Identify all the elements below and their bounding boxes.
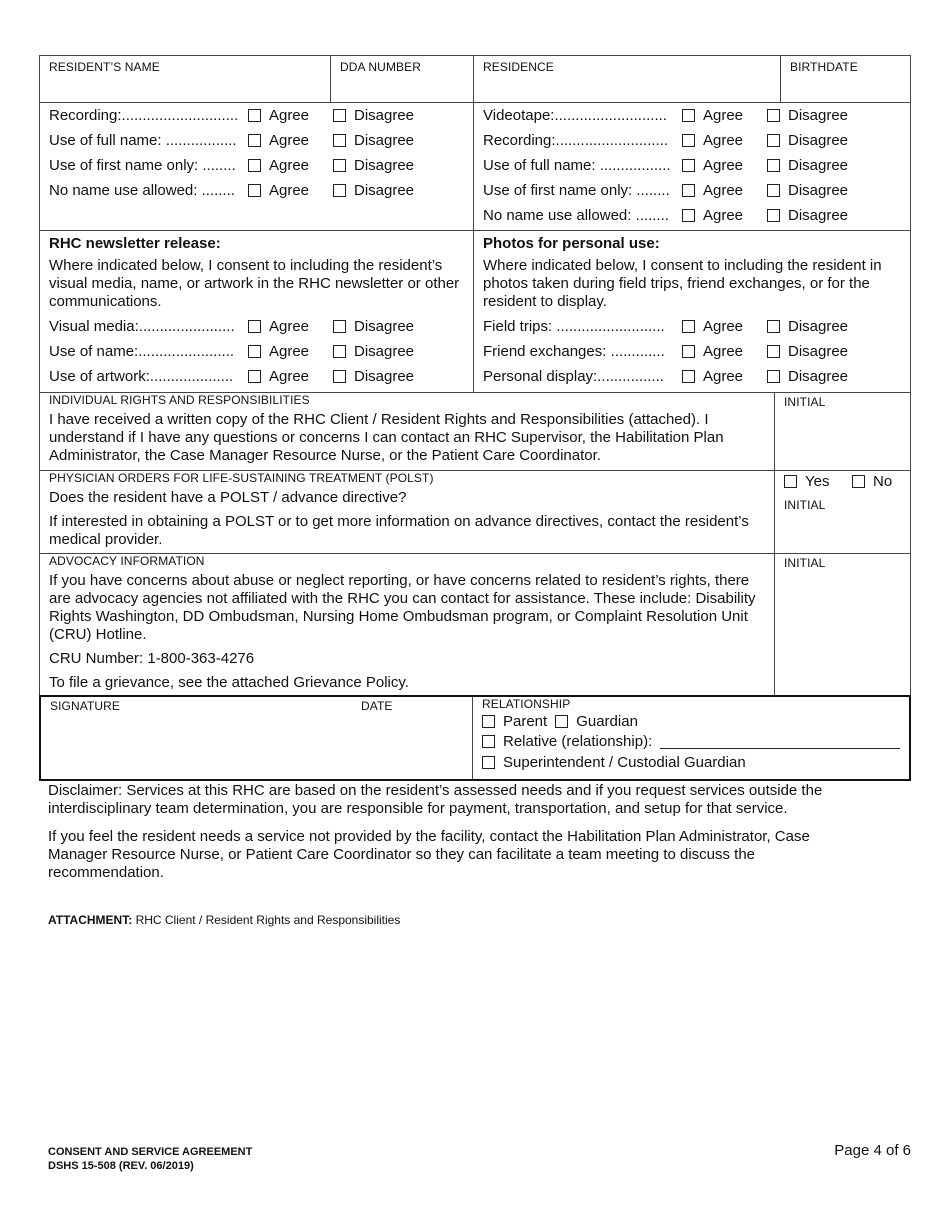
- relative-input-line[interactable]: [660, 734, 900, 749]
- resident-name-field[interactable]: [40, 56, 330, 102]
- consent-option: Personal display:................ Agree Disagree: [483, 368, 849, 385]
- agree-checkbox[interactable]: [682, 184, 695, 197]
- agree-checkbox[interactable]: [682, 134, 695, 147]
- consent-option: Recording:........................... Agree Disagree: [483, 132, 849, 149]
- attachment-label: ATTACHMENT:: [48, 913, 133, 927]
- consent-option: Visual media:....................... Agree Disagree: [49, 318, 415, 335]
- date-field[interactable]: [352, 697, 472, 779]
- photos-text: Where indicated below, I consent to including the resident in photos taken during field trips, friend exchanges, or for the resident to display.: [483, 257, 882, 310]
- newsletter-photos-row: [39, 230, 911, 392]
- consent-option: Use of full name: ................. Agree Disagree: [49, 132, 415, 149]
- parent-checkbox[interactable]: [482, 715, 495, 728]
- disagree-checkbox[interactable]: [333, 184, 346, 197]
- agree-checkbox[interactable]: [248, 345, 261, 358]
- disagree-checkbox[interactable]: [767, 134, 780, 147]
- guardian-checkbox[interactable]: [555, 715, 568, 728]
- polst-row: [39, 470, 911, 553]
- agree-checkbox[interactable]: [248, 184, 261, 197]
- relationship-label: RELATIONSHIP: [482, 697, 571, 711]
- rights-initial-field[interactable]: [774, 393, 910, 470]
- disagree-checkbox[interactable]: [767, 209, 780, 222]
- rights-row: [39, 392, 911, 470]
- birthdate-field[interactable]: [780, 56, 910, 102]
- superintendent-option: Superintendent / Custodial Guardian: [482, 752, 900, 773]
- disagree-checkbox[interactable]: [333, 109, 346, 122]
- yes-checkbox[interactable]: [784, 475, 797, 488]
- newsletter-section: [40, 231, 473, 392]
- disagree-checkbox[interactable]: [333, 370, 346, 383]
- signature-field[interactable]: [41, 697, 352, 779]
- consent-option: Use of full name: ................. Agree Disagree: [483, 157, 849, 174]
- agree-checkbox[interactable]: [682, 370, 695, 383]
- consent-option: Videotape:........................... Agree Disagree: [483, 107, 849, 124]
- signature-label: SIGNATURE: [50, 699, 121, 713]
- service-note: If you feel the resident needs a service not provided by the facility, contact the Habilitation Plan Administrator, Case Manager Resource Nurse, or Patient Care Coordinator so they can facilitate a team meeting to discuss the recommendation.: [48, 828, 810, 881]
- rights-label: INDIVIDUAL RIGHTS AND RESPONSIBILITIES: [49, 393, 310, 407]
- rights-section: [40, 393, 774, 470]
- advocacy-text: If you have concerns about abuse or neglect reporting, or have concerns related to resident’s rights, there are advocacy agencies not affiliated with the RHC you can contact for assistance. These include: Disability Rights Washington, DD Ombudsman, Nursing Home Ombudsman program, or Complaint Resolution Unit (CRU) Hotline.: [49, 572, 756, 643]
- media-consent-row: [39, 102, 911, 230]
- disclaimer-block: [48, 782, 868, 892]
- consent-option: Field trips: .......................... Agree Disagree: [483, 318, 849, 335]
- photos-section: [473, 231, 910, 392]
- disclaimer-text: Disclaimer: Services at this RHC are based on the resident’s assessed needs and if you request services outside the interdisciplinary team determination, you are responsible for payment, transportation, and setup for that service.: [48, 782, 823, 817]
- polst-info: If interested in obtaining a POLST or to get more information on advance directives, contact the resident’s medical provider.: [49, 513, 749, 548]
- disagree-checkbox[interactable]: [767, 109, 780, 122]
- polst-section: [40, 471, 774, 553]
- page-number: Page 4 of 6: [834, 1142, 911, 1159]
- consent-option: No name use allowed: ........ Agree Disagree: [483, 207, 849, 224]
- attachment-line: [48, 913, 400, 927]
- disagree-checkbox[interactable]: [767, 320, 780, 333]
- residence-label: RESIDENCE: [483, 60, 554, 74]
- agree-checkbox[interactable]: [682, 109, 695, 122]
- relative-checkbox[interactable]: [482, 735, 495, 748]
- disagree-checkbox[interactable]: [333, 345, 346, 358]
- polst-yes-no: Yes No: [784, 473, 901, 490]
- consent-option: Use of artwork:.................... Agree Disagree: [49, 368, 415, 385]
- agree-checkbox[interactable]: [248, 159, 261, 172]
- polst-label: PHYSICIAN ORDERS FOR LIFE-SUSTAINING TREATMENT (POLST): [49, 471, 434, 485]
- initial-label: INITIAL: [784, 395, 826, 409]
- disagree-checkbox[interactable]: [767, 345, 780, 358]
- resident-name-label: RESIDENT’S NAME: [49, 60, 160, 74]
- rights-text: I have received a written copy of the RHC Client / Resident Rights and Responsibilities (attached). I understand if I have any questions or concerns I can contact an RHC Supervisor, the Habilitation Plan Administrator, the Case Manager Resource Nurse, or the Patient Care Coordinator.: [49, 411, 724, 464]
- agree-checkbox[interactable]: [248, 370, 261, 383]
- superintendent-checkbox[interactable]: [482, 756, 495, 769]
- signature-row: [39, 695, 911, 781]
- consent-form-table: [39, 55, 911, 781]
- cru-number: CRU Number: 1-800-363-4276: [49, 650, 255, 667]
- form-title: CONSENT AND SERVICE AGREEMENT: [48, 1146, 253, 1158]
- consent-option: Use of first name only: ........ Agree Disagree: [49, 157, 415, 174]
- attachment-text: RHC Client / Resident Rights and Responsibilities: [135, 913, 401, 927]
- media-consent-right: [473, 103, 910, 230]
- agree-checkbox[interactable]: [682, 345, 695, 358]
- consent-option: Use of first name only: ........ Agree Disagree: [483, 182, 849, 199]
- disagree-checkbox[interactable]: [767, 370, 780, 383]
- polst-question: Does the resident have a POLST / advance directive?: [49, 489, 407, 506]
- agree-checkbox[interactable]: [248, 320, 261, 333]
- relative-option: Relative (relationship):: [482, 731, 900, 752]
- grievance-note: To file a grievance, see the attached Grievance Policy.: [49, 674, 409, 691]
- consent-option: Use of name:....................... Agree Disagree: [49, 343, 415, 360]
- form-footer: [48, 1145, 252, 1173]
- agree-checkbox[interactable]: [682, 320, 695, 333]
- consent-option: Recording:............................ Agree Disagree: [49, 107, 415, 124]
- disagree-checkbox[interactable]: [767, 159, 780, 172]
- media-consent-left: [40, 103, 473, 230]
- photos-title: Photos for personal use:: [483, 235, 660, 252]
- advocacy-row: [39, 553, 911, 695]
- agree-checkbox[interactable]: [248, 134, 261, 147]
- form-number: DSHS 15-508 (REV. 06/2019): [48, 1160, 194, 1172]
- advocacy-initial-field[interactable]: [774, 554, 910, 695]
- residence-field[interactable]: [473, 56, 780, 102]
- dda-number-label: DDA NUMBER: [340, 60, 422, 74]
- dda-number-field[interactable]: [330, 56, 473, 102]
- consent-option: No name use allowed: ........ Agree Disagree: [49, 182, 415, 199]
- no-checkbox[interactable]: [852, 475, 865, 488]
- consent-option: Friend exchanges: ............. Agree Disagree: [483, 343, 849, 360]
- newsletter-text: Where indicated below, I consent to including the resident’s visual media, name, or artwork in the RHC newsletter or other communications.: [49, 257, 460, 310]
- advocacy-section: [40, 554, 774, 695]
- header-row: [39, 55, 911, 102]
- agree-checkbox[interactable]: [682, 159, 695, 172]
- parent-guardian-options: Parent Guardian: [482, 711, 900, 731]
- advocacy-label: ADVOCACY INFORMATION: [49, 554, 205, 568]
- disagree-checkbox[interactable]: [333, 159, 346, 172]
- disagree-checkbox[interactable]: [333, 320, 346, 333]
- polst-answer: [774, 471, 910, 553]
- agree-checkbox[interactable]: [682, 209, 695, 222]
- agree-checkbox[interactable]: [248, 109, 261, 122]
- initial-label: INITIAL: [784, 556, 826, 570]
- date-label: DATE: [361, 699, 393, 713]
- initial-label: INITIAL: [784, 498, 826, 512]
- birthdate-label: BIRTHDATE: [790, 60, 858, 74]
- newsletter-title: RHC newsletter release:: [49, 235, 221, 252]
- disagree-checkbox[interactable]: [767, 184, 780, 197]
- disagree-checkbox[interactable]: [333, 134, 346, 147]
- relationship-section: [472, 697, 909, 779]
